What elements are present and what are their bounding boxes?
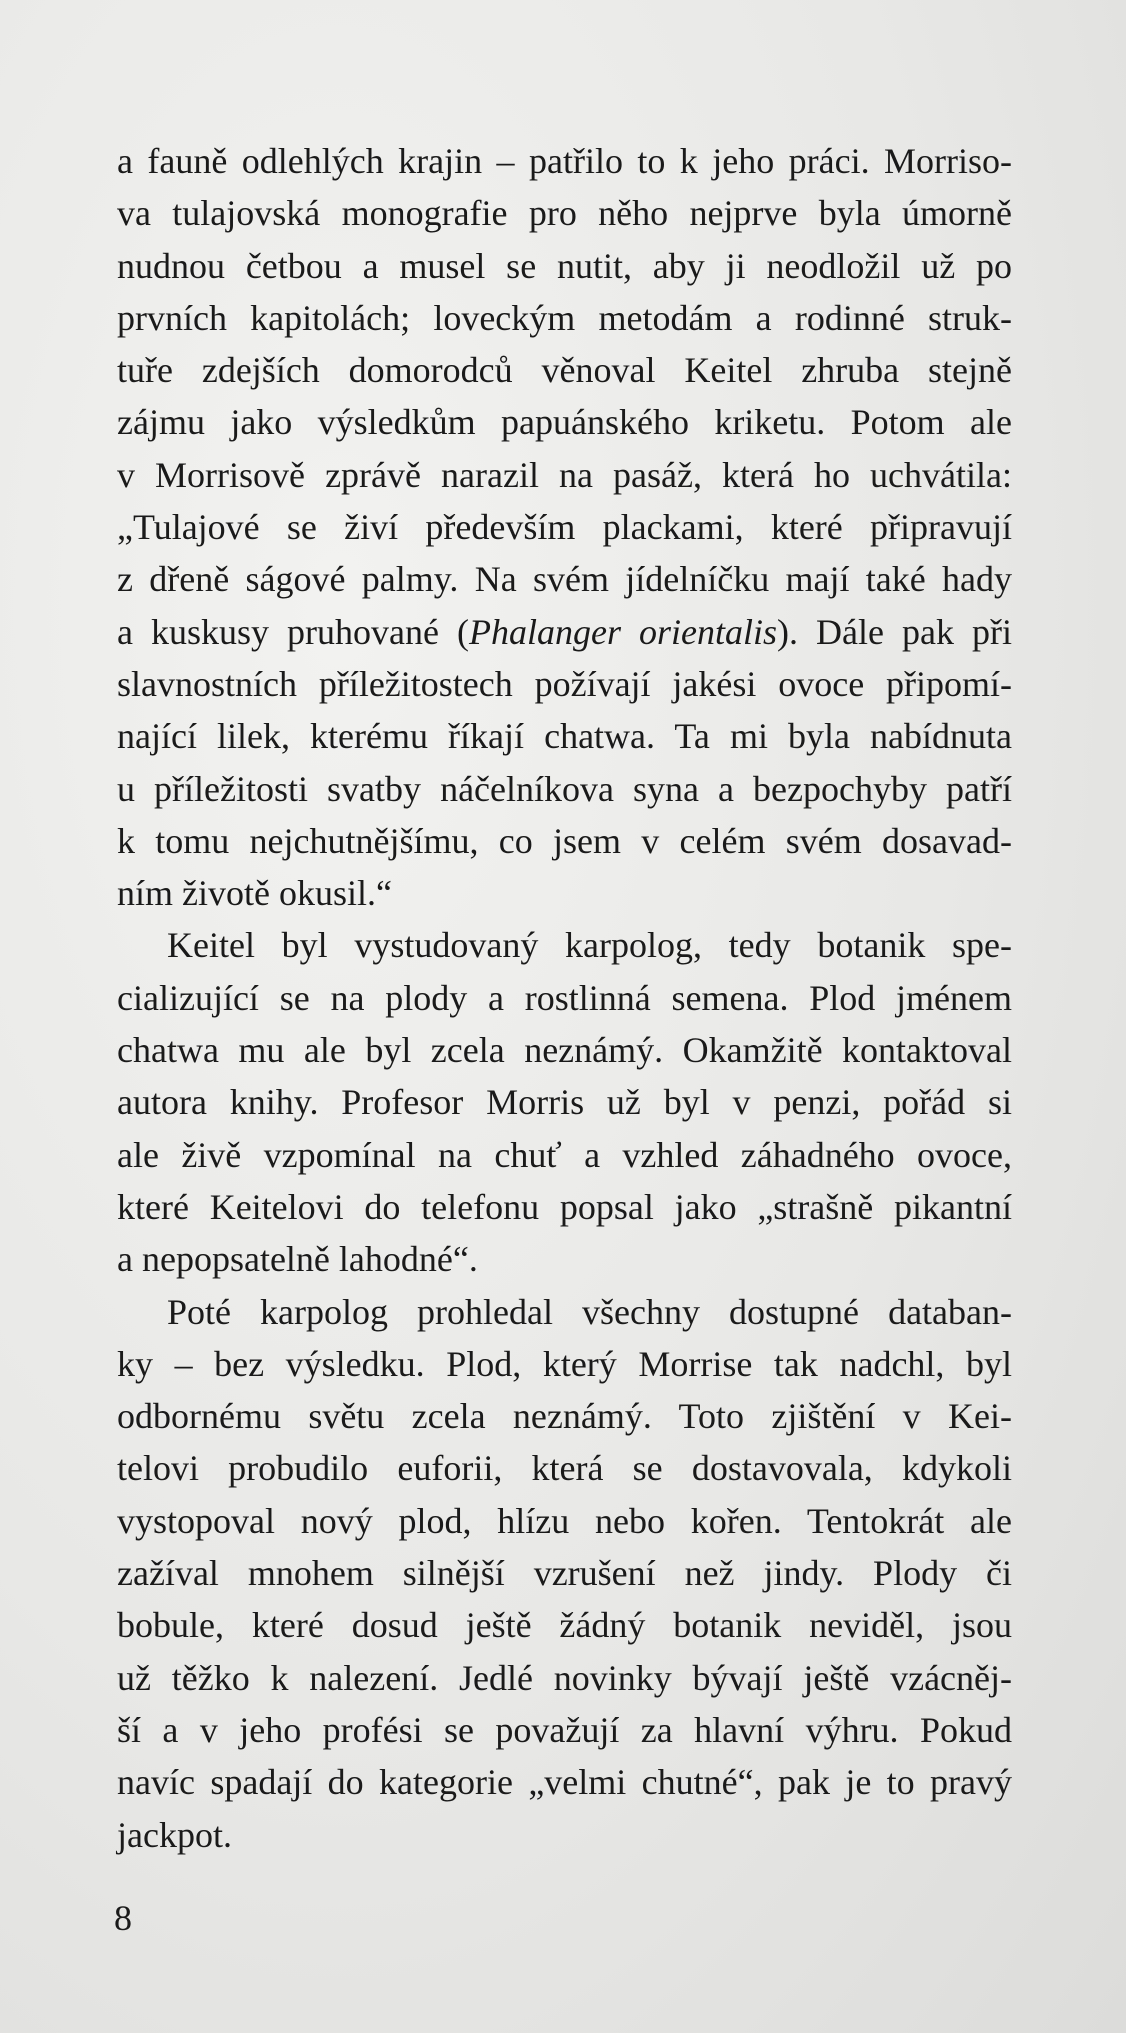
- text-line: v Morrisově zprávě narazil na pasáž, která ho uchvátila:: [117, 454, 1012, 495]
- text-line: ním životě okusil.“: [117, 873, 392, 914]
- text-line: už těžko k nalezení. Jedlé novinky bývají ještě vzácněj-: [117, 1657, 1012, 1698]
- text-line-with-italic: a kuskusy pruhované (Phalanger orientalis). Dále pak při: [117, 611, 1012, 652]
- text-line: slavnostních příležitostech požívají jakési ovoce připomí-: [117, 663, 1012, 704]
- text-line: telovi probudilo euforii, která se dostavovala, kdykoli: [117, 1448, 1012, 1489]
- text-line: chatwa mu ale byl zcela neznámý. Okamžitě kontaktoval: [117, 1030, 1012, 1071]
- text-line: které Keitelovi do telefonu popsal jako „strašně pikantní: [117, 1186, 1012, 1227]
- paragraph-start-line: Poté karpolog prohledal všechny dostupné databan-: [167, 1291, 1012, 1332]
- text-line: u příležitosti svatby náčelníkova syna a bezpochyby patří: [117, 768, 1012, 809]
- text-line: a fauně odlehlých krajin – patřilo to k jeho práci. Morriso-: [117, 141, 1012, 181]
- text-line: nající lilek, kterému říkají chatwa. Ta mi byla nabídnuta: [117, 716, 1012, 757]
- text-line: ky – bez výsledku. Plod, který Morrise tak nadchl, byl: [117, 1343, 1012, 1384]
- text-line: autora knihy. Profesor Morris už byl v penzi, pořád si: [117, 1082, 1012, 1123]
- italic-species-name: Phalanger orientalis: [469, 611, 778, 652]
- text-line: odbornému světu zcela neznámý. Toto zjištění v Kei-: [117, 1396, 1012, 1437]
- text-line: ale živě vzpomínal na chuť a vzhled záhadného ovoce,: [117, 1134, 1012, 1175]
- text-line: zažíval mnohem silnější vzrušení než jindy. Plody či: [117, 1553, 1012, 1594]
- body-text: [117, 135, 1012, 1861]
- text-line: vystopoval nový plod, hlízu nebo kořen. Tentokrát ale: [117, 1500, 1012, 1541]
- text-line: navíc spadají do kategorie „velmi chutné“, pak je to pravý: [117, 1762, 1012, 1803]
- text-line: prvních kapitolách; loveckým metodám a rodinné struk-: [117, 297, 1012, 338]
- text-line: bobule, které dosud ještě žádný botanik neviděl, jsou: [117, 1605, 1012, 1646]
- text-line: k tomu nejchutnějšímu, co jsem v celém svém dosavad-: [117, 820, 1012, 861]
- text-line: a nepopsatelně lahodné“.: [117, 1239, 478, 1280]
- text-line: ší a v jeho profési se považují za hlavní výhru. Pokud: [117, 1709, 1012, 1750]
- text-line: „Tulajové se živí především plackami, které připravují: [117, 507, 1012, 548]
- text-line: va tulajovská monografie pro něho nejprve byla úmorně: [117, 193, 1012, 234]
- text-line: z dřeně ságové palmy. Na svém jídelníčku mají také hady: [117, 559, 1012, 600]
- paragraph-start-line: Keitel byl vystudovaný karpolog, tedy botanik spe-: [167, 925, 1012, 966]
- text-line: jackpot.: [117, 1814, 232, 1855]
- text-line: tuře zdejších domorodců věnoval Keitel zhruba stejně: [117, 350, 1012, 391]
- text-line: zájmu jako výsledkům papuánského kriketu. Potom ale: [117, 402, 1012, 443]
- page-number: 8: [114, 1898, 132, 1938]
- text-line: cializující se na plody a rostlinná semena. Plod jménem: [117, 977, 1012, 1018]
- text-line: nudnou četbou a musel se nutit, aby ji neodložil už po: [117, 245, 1012, 286]
